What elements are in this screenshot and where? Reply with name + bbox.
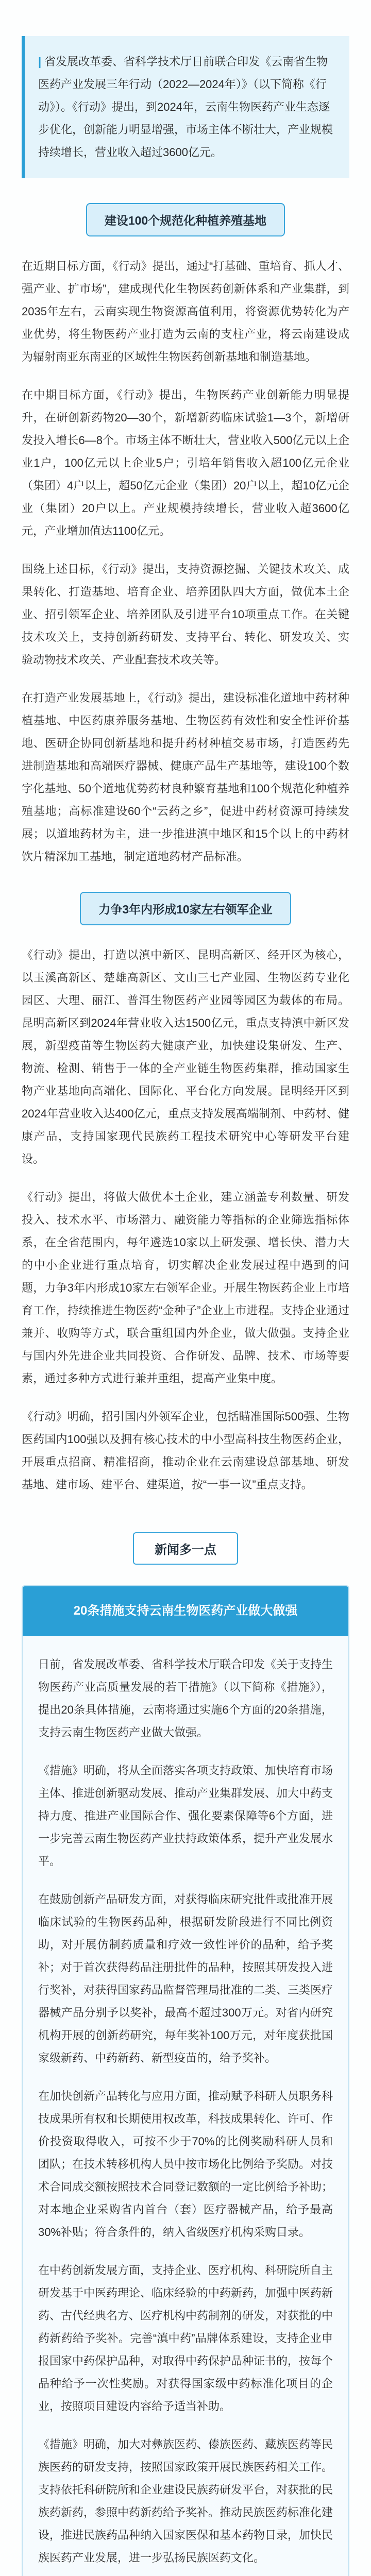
paragraph: 在加快创新产品转化与应用方面，推动赋予科研人员职务科技成果所有权和长期使用权改革，科技成果转化、许可、作价投资取得收入，可按不少于70%的比例奖励科研人员和团队；在技术转移机构人员中按市场化比例给予奖励。对技术合同成交额按照技术合同登记数额的一定比例给予补助；对本地企业采购省内首台（套）医疗器械产品，给予最高30%补贴；符合条件的，纳入省级医疗机构采购目录。: [38, 2090, 333, 2239]
paragraph: 围绕上述目标，《行动》提出，支持资源挖掘、关键技术攻关、成果转化、打造基地、培育企业、培养团队四大方面，做优本土企业、招引领军企业、培养团队及引进平台10项重点工作。在关键技术攻关上，支持创新药研发、支持平台、转化、研发攻关、实验动物技术攻关、产业配套技术攻关等。: [22, 563, 349, 666]
section-title: 建设100个规范化种植养殖基地: [86, 203, 285, 236]
section-header: [22, 892, 349, 925]
section-header: [22, 203, 349, 236]
news-card-body: [23, 1636, 348, 2576]
paragraph: 日前，省发展改革委、省科学技术厅联合印发《关于支持生物医药产业高质量发展的若干措施》（以下简称《措施》），提出20条具体措施，云南将通过实施6个方面的20条措施，支持云南生物医药产业做大做强。: [38, 1658, 333, 1739]
news-card-title: 20条措施支持云南生物医药产业做大做强: [23, 1586, 348, 1636]
paragraph: 《行动》明确，招引国内外领军企业，包括瞄准国际500强、生物医药国内100强以及拥有核心技术的中小型高科技生物医药企业，开展重点招商、精准招商，推动企业在云南建设总部基地、研发基地、建市场、建平台、建渠道，按“一事一议”重点支持。: [22, 1410, 349, 1491]
lead-text: 省发展改革委、省科学技术厅日前联合印发《云南省生物医药产业发展三年行动（2022—2024年）》（以下简称《行动》）。《行动》提出，到2024年，云南生物医药产业生态逐步优化，创新能力明显增强，市场主体不断壮大，产业规模持续增长，营业收入超过3600亿元。: [38, 55, 333, 159]
section-2: [22, 892, 349, 1496]
section-1: [22, 203, 349, 868]
section-title: 力争3年内形成10家左右领军企业: [80, 892, 291, 925]
paragraph: 在中药创新发展方面，支持企业、医疗机构、科研院所自主研发基于中医药理论、临床经验的中药新药，加强中医药新药、古代经典名方、医疗机构中药制剂的研发，对获批的中药新药给予奖补。完善“滇中药”品牌体系建设，支持企业申报国家中药保护品种，对取得中药保护品种证书的，按每个品种给予一次性奖励。对获得国家级中药标准化项目的企业，按照项目建设内容给予适当补助。: [38, 2264, 333, 2413]
paragraph: 在近期目标方面，《行动》提出，通过“打基础、重培育、抓人才、强产业、扩市场”，建成现代化生物医药创新体系和产业集群，到2035年左右，云南实现生物资源高值利用，将资源优势转化为产业优势，将生物医药产业打造为云南的支柱产业，将云南建设成为辐射南亚东南亚的区域性生物医药创新基地和制造基地。: [22, 260, 349, 363]
paragraph: 在中期目标方面，《行动》提出，生物医药产业创新能力明显提升，在研创新药物20—30个，新增新药临床试验1—3个，新增研发投入增长6—8个。市场主体不断壮大，营业收入500亿元以上企业1户，100亿元以上企业5户；引培年销售收入超100亿元企业（集团）4户以上，超50亿元企业（集团）20户以上，超10亿元企业（集团）20户以上。产业规模持续增长，营业收入超3600亿元，产业增加值达1100亿元。: [22, 388, 349, 537]
news-more-tag: 新闻多一点: [133, 1532, 238, 1565]
paragraph: 在鼓励创新产品研发方面，对获得临床研究批件或批准开展临床试验的生物医药品种，根据研发阶段进行不同比例资助，对开展仿制药质量和疗效一致性评价的品种，给予奖补；对于首次获得药品注册批件的品种，按照其研发投入进行奖补，对获得国家药品监督管理局批准的二类、三类医疗器械产品分别予以奖补，最高不超过300万元。对省内研究机构开展的创新药研究，每年奖补100万元，对年度获批国家级新药、中药新药、新型疫苗的，给予奖补。: [38, 1893, 333, 2064]
news-more-header: [22, 1532, 349, 1565]
lead-mark: |: [38, 55, 42, 68]
paragraph: 《措施》明确，加大对彝族医药、傣族医药、藏族医药等民族医药的研发支持，按照国家政策开展民族医药相关工作。支持依托科研院所和企业建设民族药研发平台，对获批的民族药新药，参照中药新药给予奖补。推动民族医药标准化建设，推进民族药品种纳入国家医保和基本药物目录，加快民族医药产业发展，进一步弘扬民族医药文化。: [38, 2438, 333, 2564]
paragraph: 《措施》明确，将从全面落实各项支持政策、加快培育市场主体、推进创新驱动发展、推动产业集群发展、加大中药支持力度、推进产业国际合作、强化要素保障等6个方面，进一步完善云南生物医药产业扶持政策体系，提升产业发展水平。: [38, 1764, 333, 1868]
paragraph: 在打造产业发展基地上，《行动》提出，建设标准化道地中药材种植基地、中医药康养服务基地、生物医药有效性和安全性评价基地、医研企协同创新基地和提升药材种植交易市场，打造医药先进制造基地和高端医疗器械、健康产品生产基地等，建设100个数字化基地、50个道地优势药材良种繁育基地和100个规范化种植养殖基地；高标准建设60个“云药之乡”，促进中药材资源可持续发展；以道地药材为主，进一步推进滇中地区和15个以上的中药材饮片精深加工基地，制定道地药材产品标准。: [22, 691, 349, 863]
news-card: [22, 1585, 349, 2576]
paragraph: 《行动》提出，打造以滇中新区、昆明高新区、经开区为核心，以玉溪高新区、楚雄高新区、文山三七产业园、生物医药专业化园区、大理、丽江、普洱生物医药产业园等园区为载体的布局。昆明高新区到2024年营业收入达1500亿元，重点支持滇中新区发展，新型疫苗等生物医药大健康产业，加快建设集研发、生产、物流、检测、销售于一体的全产业链生物医药集群，推动国家生物产业基地向高端化、国际化、平台化方向发展。昆明经开区到2024年营业收入达400亿元，重点支持发展高端制剂、中药材、健康产品，支持国家现代民族药工程技术研究中心等研发平台建设。: [22, 948, 349, 1165]
lead-summary: [22, 36, 349, 178]
paragraph: 《行动》提出，将做大做优本土企业，建立涵盖专利数量、研发投入、技术水平、市场潜力、融资能力等指标的企业筛选指标体系，在全省范围内，每年遴选10家以上研发强、增长快、潜力大的中小企业进行重点培育，切实解决企业发展过程中遇到的问题，力争3年内形成10家左右领军企业。开展生物医药企业上市培育工作，持续推进生物医药“金种子”企业上市进程。支持企业通过兼并、收购等方式，联合重组国内外企业，做大做强。支持企业与国内外先进企业共同投资、合作研发、品牌、技术、市场等要素，通过多种方式进行兼并重组，提高产业集中度。: [22, 1191, 349, 1385]
